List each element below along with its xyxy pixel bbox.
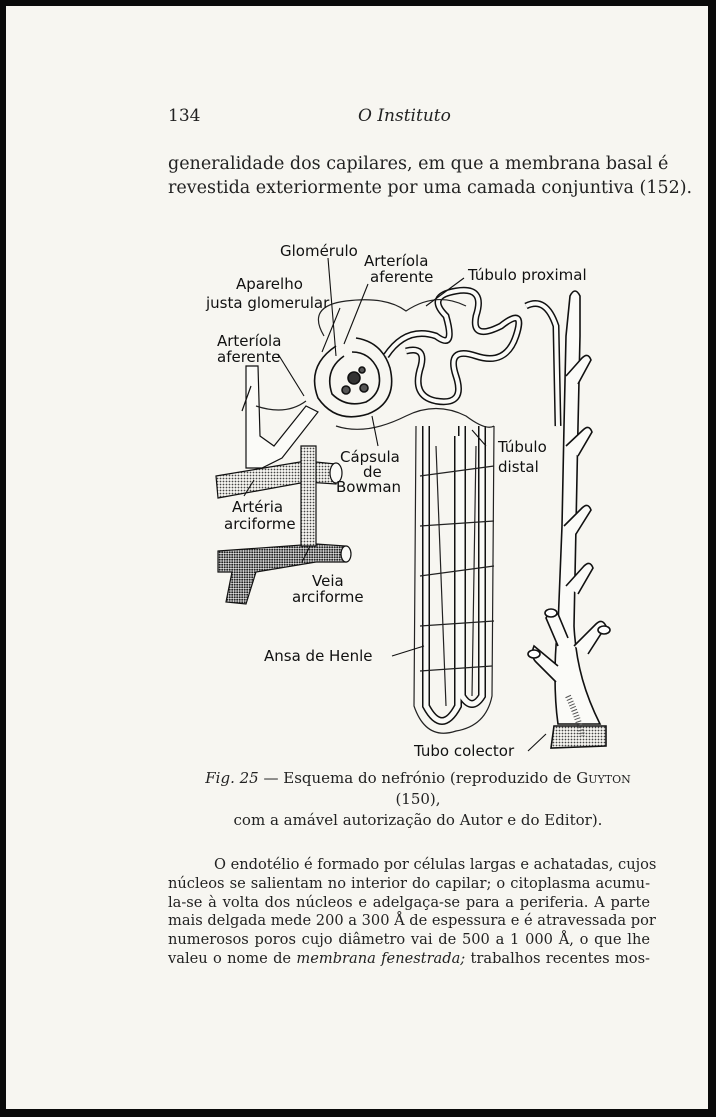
label-arteriola-aferente-top-1: Arteríola <box>364 252 429 270</box>
body-line-6a: valeu o nome de <box>168 949 297 967</box>
nephron-diagram <box>6 6 708 766</box>
body-line: O endotélio é formado por células largas e achatadas, cujos <box>214 856 657 873</box>
proximal-tubule-drawing <box>386 290 519 401</box>
body-line-6b: trabalhos recentes mos- <box>465 949 650 967</box>
collecting-duct-drawing <box>528 291 610 748</box>
label-capsula-2: de <box>363 463 382 481</box>
arcuate-vessels-drawing <box>216 366 351 604</box>
intro-line: revestida exteriormente por uma camada conjuntiva (152). <box>168 178 693 198</box>
label-veia-2: arciforme <box>292 588 364 606</box>
running-title: O Instituto <box>358 106 451 126</box>
caption-fig-label: Fig. 25 <box>205 769 259 787</box>
label-tubo-colector: Tubo colector <box>414 742 515 760</box>
body-line: mais delgada mede 200 a 300 Å de espessura e é atravessada por <box>168 912 656 930</box>
body-paragraph <box>168 856 657 969</box>
caption-line-2: com a amável autorização do Autor e do Editor). <box>233 811 603 829</box>
label-veia-1: Veia <box>312 572 344 590</box>
book-page <box>6 6 708 1109</box>
body-line: núcleos se salientam no interior do capilar; o citoplasma acumu- <box>168 874 650 892</box>
label-ansa-de-henle: Ansa de Henle <box>264 647 373 665</box>
label-glomerulo: Glomérulo <box>280 242 358 260</box>
glomerulus-drawing <box>315 338 392 417</box>
figure-caption <box>188 768 648 831</box>
body-line-6-emphasis: membrana fenestrada; <box>296 949 466 967</box>
body-line: la-se à volta dos núcleos e adelgaça-se para a periferia. A parte <box>168 893 650 911</box>
label-arteria-2: arciforme <box>224 515 296 533</box>
label-capsula-3: Bowman <box>336 478 402 496</box>
label-arteriola-aferente-top-2: aferente <box>370 268 434 286</box>
label-arteriola-aferente-left-1: Arteríola <box>217 332 282 350</box>
label-tubulo-proximal: Túbulo proximal <box>468 266 587 284</box>
leader-lines <box>244 258 546 751</box>
body-line: numerosos poros cujo diâmetro vai de 500 a 1 000 Å, o que lhe <box>168 931 650 949</box>
body-line-6 <box>168 950 650 969</box>
intro-line: generalidade dos capilares, em que a membrana basal é <box>168 154 669 174</box>
label-tubulo-distal-2: distal <box>498 458 539 476</box>
caption-text-after: (150), <box>395 790 441 808</box>
caption-text-before: — Esquema do nefrónio (reproduzido de <box>258 769 577 787</box>
label-tubulo-distal-1: Túbulo <box>498 438 547 456</box>
label-capsula-1: Cápsula <box>340 448 400 466</box>
caption-author: Guyton <box>576 769 631 787</box>
page-number: 134 <box>168 106 201 126</box>
label-arteria-1: Artéria <box>232 498 284 516</box>
label-aparelho-2: justa glomerular <box>206 294 330 312</box>
label-aparelho-1: Aparelho <box>236 275 303 293</box>
label-arteriola-aferente-left-2: aferente <box>217 348 281 366</box>
